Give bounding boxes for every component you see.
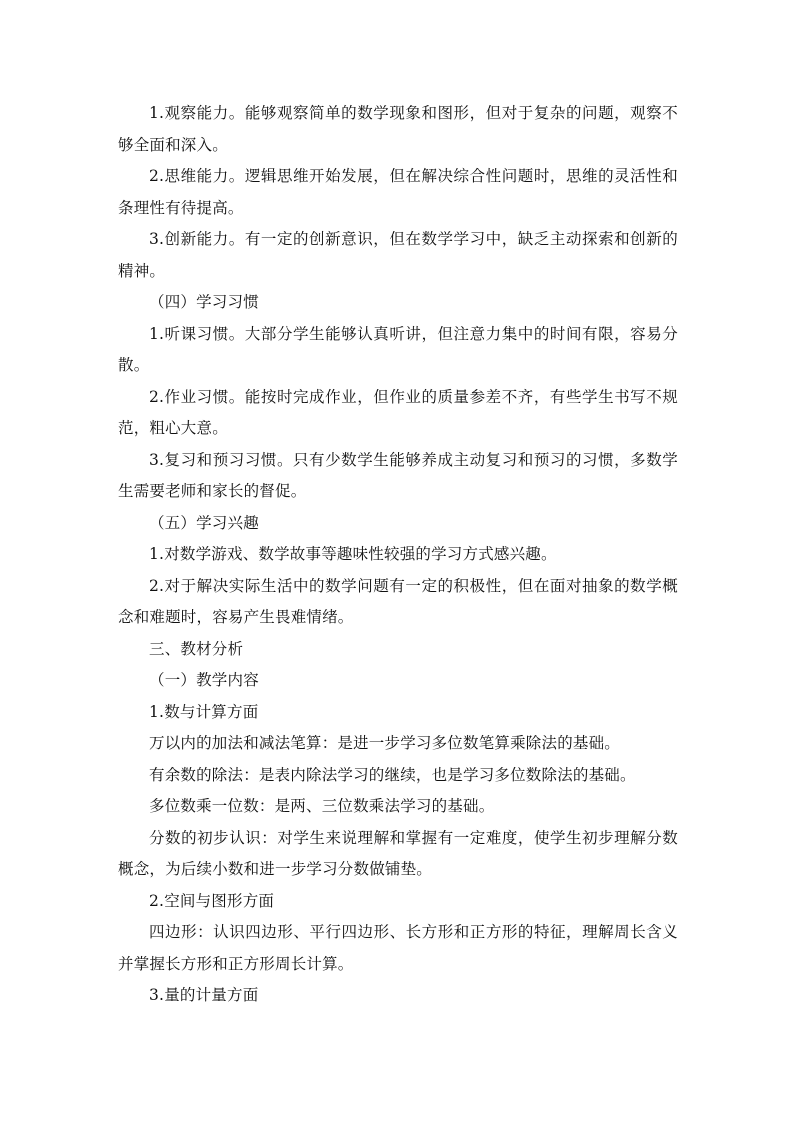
document-body [118,98,678,1012]
section-heading-teaching-content: （一）教学内容 [149,671,259,689]
subheading-measurement: 3.量的计量方面 [149,986,259,1004]
subheading-numbers-calculation: 1.数与计算方面 [149,702,259,721]
paragraph-quadrilaterals: 四边形：认识四边形、平行四边形、长方形和正方形的特征，理解周长含义并掌握长方形和正方形周长计算。 [118,923,678,973]
paragraph-homework-habit: 2.作业习惯。能按时完成作业，但作业的质量参差不齐，有些学生书写不规范，粗心大意。 [118,387,678,437]
section-heading-study-habits: （四）学习习惯 [149,293,259,311]
section-heading-learning-interest: （五）学习兴趣 [149,513,259,532]
paragraph-interest-games: 1.对数学游戏、数学故事等趣味性较强的学习方式感兴趣。 [149,545,557,563]
paragraph-thinking-ability: 2.思维能力。逻辑思维开始发展，但在解决综合性问题时，思维的灵活性和条理性有待提高。 [118,167,678,217]
paragraph-observation-ability: 1.观察能力。能够观察简单的数学现象和图形，但对于复杂的问题，观察不够全面和深入。 [118,104,678,154]
paragraph-listening-habit: 1.听课习惯。大部分学生能够认真听讲，但注意力集中的时间有限，容易分散。 [118,324,678,374]
paragraph-review-preview-habit: 3.复习和预习习惯。只有少数学生能够养成主动复习和预习的习惯，多数学生需要老师和家长的督促。 [118,450,678,500]
paragraph-innovation-ability: 3.创新能力。有一定的创新意识，但在数学学习中，缺乏主动探索和创新的精神。 [118,230,678,280]
paragraph-addition-subtraction: 万以内的加法和减法笔算：是进一步学习多位数笔算乘除法的基础。 [149,734,621,752]
paragraph-multiplication: 多位数乘一位数：是两、三位数乘法学习的基础。 [149,797,495,815]
paragraph-fractions: 分数的初步认识：对学生来说理解和掌握有一定难度，使学生初步理解分数概念，为后续小数和进一步学习分数做铺垫。 [118,828,678,878]
section-heading-textbook-analysis: 三、教材分析 [149,639,244,658]
subheading-space-shapes: 2.空间与图形方面 [149,891,275,910]
paragraph-division-remainder: 有余数的除法：是表内除法学习的继续，也是学习多位数除法的基础。 [149,765,636,784]
paragraph-interest-real-problems: 2.对于解决实际生活中的数学问题有一定的积极性，但在面对抽象的数学概念和难题时，容易产生畏难情绪。 [118,576,678,626]
